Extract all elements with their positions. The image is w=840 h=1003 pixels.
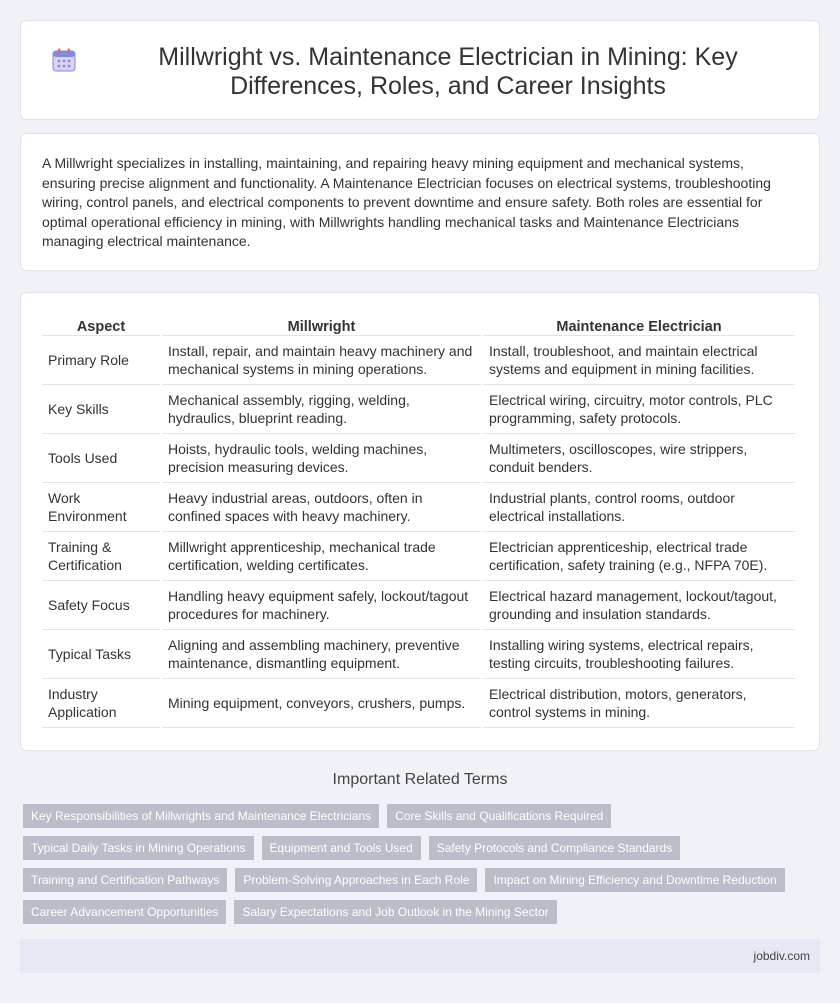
aspect-cell: Training & Certification: [42, 532, 160, 581]
header-maintenance-electrician: Maintenance Electrician: [483, 312, 795, 336]
aspect-cell: Primary Role: [42, 336, 160, 385]
electrician-cell: Installing wiring systems, electrical repairs, testing circuits, troubleshooting failures.: [483, 630, 795, 679]
footer: [20, 939, 820, 973]
table-row: [42, 434, 795, 483]
related-term-tag[interactable]: Career Advancement Opportunities: [23, 900, 226, 924]
aspect-cell: Work Environment: [42, 483, 160, 532]
footer-site-link[interactable]: jobdiv.com: [753, 949, 810, 963]
aspect-cell: Tools Used: [42, 434, 160, 483]
electrician-cell: Electrician apprenticeship, electrical trade certification, safety training (e.g., NFPA 70E).: [483, 532, 795, 581]
millwright-cell: Install, repair, and maintain heavy machinery and mechanical systems in mining operations.: [162, 336, 481, 385]
table-row: [42, 483, 795, 532]
table-row: [42, 336, 795, 385]
related-term-tag[interactable]: Impact on Mining Efficiency and Downtime Reduction: [485, 868, 784, 892]
millwright-cell: Mining equipment, conveyors, crushers, pumps.: [162, 679, 481, 728]
electrician-cell: Electrical distribution, motors, generators, control systems in mining.: [483, 679, 795, 728]
related-term-tag[interactable]: Key Responsibilities of Millwrights and Maintenance Electricians: [23, 804, 379, 828]
table-row: [42, 385, 795, 434]
aspect-cell: Key Skills: [42, 385, 160, 434]
related-term-tag[interactable]: Safety Protocols and Compliance Standards: [429, 836, 680, 860]
millwright-cell: Hoists, hydraulic tools, welding machines, precision measuring devices.: [162, 434, 481, 483]
calendar-icon: [51, 47, 77, 73]
header-aspect: Aspect: [42, 312, 160, 336]
comparison-table: [40, 312, 797, 728]
header: [51, 43, 799, 101]
millwright-cell: Mechanical assembly, rigging, welding, hydraulics, blueprint reading.: [162, 385, 481, 434]
related-term-tag[interactable]: Equipment and Tools Used: [262, 836, 421, 860]
table-row: [42, 581, 795, 630]
related-term-tag[interactable]: Typical Daily Tasks in Mining Operations: [23, 836, 254, 860]
aspect-cell: Typical Tasks: [42, 630, 160, 679]
related-term-tag[interactable]: Training and Certification Pathways: [23, 868, 227, 892]
page-title: Millwright vs. Maintenance Electrician in Mining: Key Differences, Roles, and Career Insights: [158, 43, 738, 100]
electrician-cell: Electrical wiring, circuitry, motor controls, PLC programming, safety protocols.: [483, 385, 795, 434]
electrician-cell: Multimeters, oscilloscopes, wire strippers, conduit benders.: [483, 434, 795, 483]
table-row: [42, 630, 795, 679]
related-terms-title: Important Related Terms: [332, 771, 508, 788]
electrician-cell: Industrial plants, control rooms, outdoor electrical installations.: [483, 483, 795, 532]
related-term-tag[interactable]: Core Skills and Qualifications Required: [387, 804, 611, 828]
header-millwright: Millwright: [162, 312, 481, 336]
related-terms-tags: [23, 804, 813, 932]
intro-paragraph: A Millwright specializes in installing, maintaining, and repairing heavy mining equipment and mechanical systems, ensuring precise alignment and functionality. A Maintenance Electrician focuses on electrical systems, troubleshooting wiring, control panels, and electrical components to prevent downtime and ensure safety. Both roles are essential for optimal operational efficiency in mining, with Millwrights handling mechanical tasks and Maintenance Electricians managing electrical maintenance.: [42, 155, 771, 249]
aspect-cell: Safety Focus: [42, 581, 160, 630]
table-header-row: [42, 312, 795, 336]
electrician-cell: Install, troubleshoot, and maintain electrical systems and equipment in mining facilities.: [483, 336, 795, 385]
intro-card: [20, 133, 820, 271]
millwright-cell: Handling heavy equipment safely, lockout/tagout procedures for machinery.: [162, 581, 481, 630]
comparison-card: [20, 292, 820, 751]
related-term-tag[interactable]: Problem-Solving Approaches in Each Role: [235, 868, 477, 892]
aspect-cell: Industry Application: [42, 679, 160, 728]
related-term-tag[interactable]: Salary Expectations and Job Outlook in the Mining Sector: [234, 900, 556, 924]
table-row: [42, 532, 795, 581]
table-row: [42, 679, 795, 728]
millwright-cell: Millwright apprenticeship, mechanical trade certification, welding certificates.: [162, 532, 481, 581]
millwright-cell: Aligning and assembling machinery, preventive maintenance, dismantling equipment.: [162, 630, 481, 679]
electrician-cell: Electrical hazard management, lockout/tagout, grounding and insulation standards.: [483, 581, 795, 630]
millwright-cell: Heavy industrial areas, outdoors, often in confined spaces with heavy machinery.: [162, 483, 481, 532]
header-card: [20, 20, 820, 120]
